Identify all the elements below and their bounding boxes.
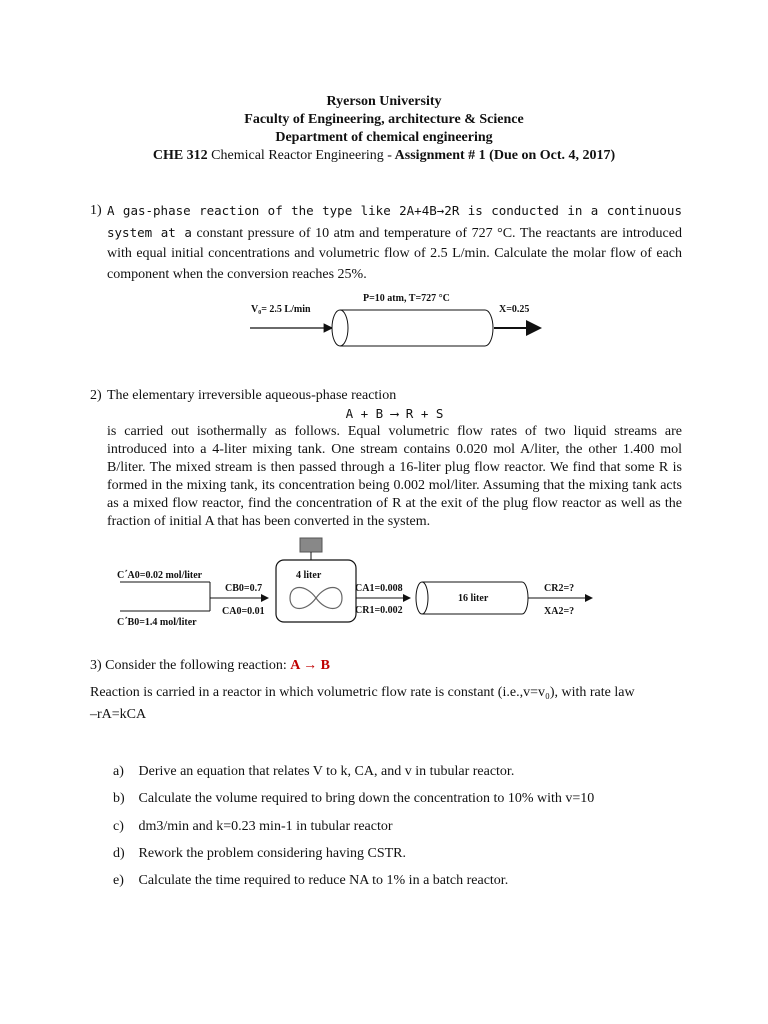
sub-letter: b) bbox=[113, 791, 125, 806]
university-name: Ryerson University bbox=[326, 94, 442, 109]
sub-text: Rework the problem considering having CSTR. bbox=[138, 846, 407, 861]
question-1 bbox=[90, 201, 682, 285]
question-1-intro: A gas-phase reaction of the type like 2A+4B→2R is conducted in a continuous system at a bbox=[107, 203, 682, 240]
question-3-intro-line bbox=[90, 655, 690, 677]
question-1-text: constant pressure of 10 atm and temperature of 727 °C. The reactants are introduced with equal initial concentrations and volumetric flow of 2.5 L/min. Calculate the molar flow of each component when the conversion reaches 25%. bbox=[107, 225, 682, 282]
sub-question-e bbox=[113, 871, 508, 891]
pfr-volume-label: 16 liter bbox=[458, 593, 489, 604]
sub-letter: d) bbox=[113, 846, 125, 861]
faculty-name: Faculty of Engineering, architecture & Science bbox=[244, 112, 524, 127]
cr1-label: CR1=0.002 bbox=[355, 605, 403, 616]
sub-letter: e) bbox=[113, 873, 124, 888]
question-2-text: is carried out isothermally as follows. Equal volumetric flow rates of two liquid streams are introduced into a 4-liter mixing tank. One stream contains 0.020 mol A/liter, the other 1.400 mol B/liter. The mixed stream is then passed through a 16-liter plug flow reactor. We find that some R is formed in the mixing tank, its concentration being 0.002 mol/liter. Assuming that the mixing tank acts as a mixed flow reactor, find the concentration of R at the exit of the plug flow reactor as well as the fraction of initial A that has been converted in the system. bbox=[107, 424, 682, 529]
question-3-reaction: A → B bbox=[290, 658, 330, 673]
sub-question-c bbox=[113, 817, 393, 837]
question-2-body bbox=[90, 387, 682, 531]
department-name: Department of chemical engineering bbox=[275, 130, 493, 145]
question-3-intro: 3) Consider the following reaction: bbox=[90, 658, 287, 673]
conditions-label: P=10 atm, T=727 °C bbox=[363, 293, 450, 304]
cb0-label: CB0=0.7 bbox=[225, 583, 263, 594]
assignment-title: Assignment # 1 (Due on Oct. 4, 2017) bbox=[394, 148, 616, 163]
course-code: CHE 312 bbox=[152, 148, 208, 163]
ca1-label: CA1=0.008 bbox=[355, 583, 403, 594]
rate-law: –rA=kCA bbox=[90, 707, 147, 722]
question-3-description: Reaction is carried in a reactor in which volumetric flow rate is constant (i.e.,v=v₀), with rate law bbox=[90, 685, 635, 700]
sub-text: Derive an equation that relates V to k, CA, and v in tubular reactor. bbox=[138, 764, 515, 779]
sub-letter: c) bbox=[113, 819, 124, 834]
question-1-body bbox=[90, 201, 682, 285]
sub-question-d bbox=[113, 844, 406, 864]
inlet-flow-label: V₀= 2.5 L/min bbox=[251, 304, 311, 315]
ca0-label: CA0=0.01 bbox=[222, 606, 265, 617]
sub-question-b bbox=[113, 789, 594, 809]
sub-letter: a) bbox=[113, 764, 124, 779]
question-number: 2) bbox=[90, 388, 102, 403]
question-2 bbox=[90, 387, 682, 531]
stirrer-motor bbox=[300, 538, 322, 552]
document-header bbox=[0, 93, 768, 165]
reactor-tube bbox=[332, 310, 493, 346]
question-2-intro: The elementary irreversible aqueous-phase reaction bbox=[107, 388, 397, 403]
course-name: Chemical Reactor Engineering - bbox=[211, 148, 392, 163]
reaction-equation: A + B ⟶ R + S bbox=[345, 406, 444, 421]
tank-volume-label: 4 liter bbox=[296, 570, 322, 581]
question-number: 1) bbox=[90, 203, 102, 218]
cr2-label: CR2=? bbox=[544, 583, 575, 594]
sub-text: Calculate the volume required to bring down the concentration to 10% with v=10 bbox=[138, 791, 595, 806]
cb0-inlet-label: C΄B0=1.4 mol/liter bbox=[117, 617, 197, 628]
sub-text: Calculate the time required to reduce NA to 1% in a batch reactor. bbox=[138, 873, 509, 888]
sub-question-a bbox=[113, 762, 514, 782]
tubular-reactor-diagram bbox=[240, 300, 550, 350]
ca0-inlet-label: C΄A0=0.02 mol/liter bbox=[117, 570, 203, 581]
outlet-conversion-label: X=0.25 bbox=[499, 304, 530, 315]
sub-text: dm3/min and k=0.23 min-1 in tubular reactor bbox=[138, 819, 393, 834]
xa2-label: XA2=? bbox=[544, 606, 575, 617]
course-line bbox=[0, 147, 768, 165]
question-3 bbox=[90, 655, 690, 726]
